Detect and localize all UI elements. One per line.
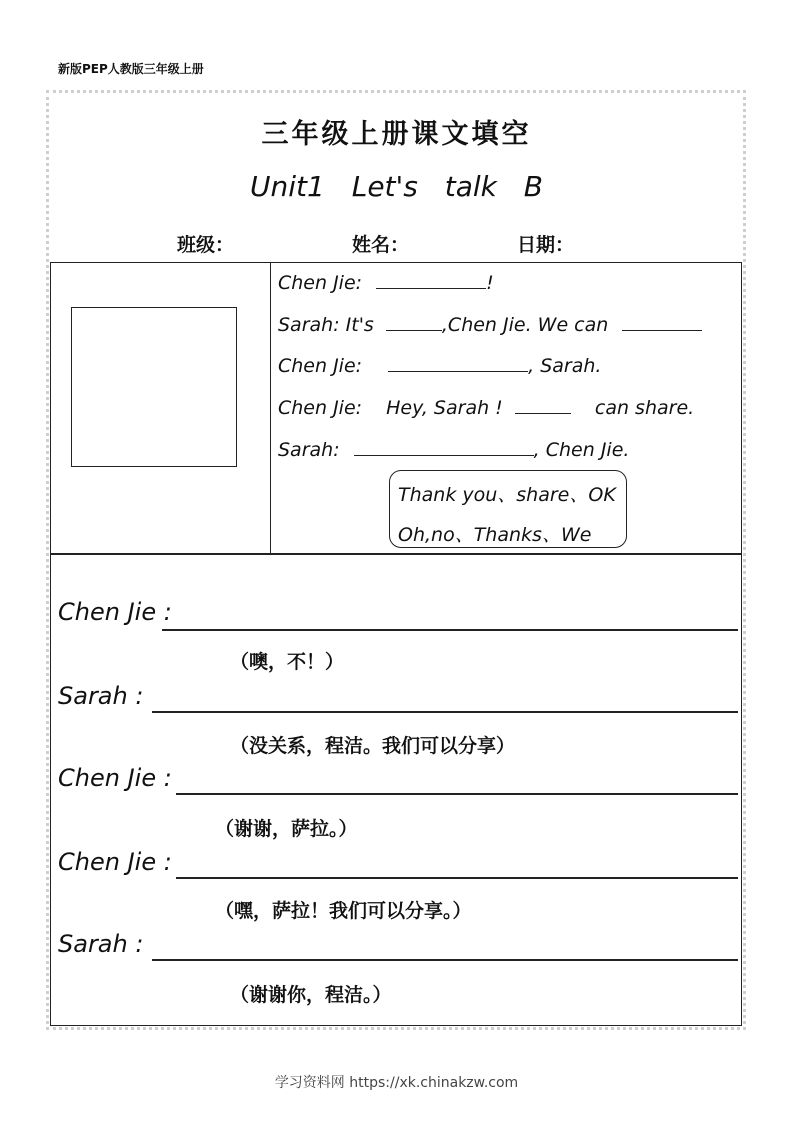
dialogue-speaker-5: Sarah : xyxy=(58,930,144,958)
blank-field[interactable] xyxy=(354,437,534,456)
fill-line-3 xyxy=(278,353,601,377)
name-label: 姓名： xyxy=(352,234,410,256)
fill-line-2 xyxy=(278,312,702,336)
worksheet-title: 三年级上册课文填空 xyxy=(261,119,532,150)
dialogue-hint-1: （噢，不！） xyxy=(230,651,345,673)
blank-field[interactable] xyxy=(376,270,486,289)
word-bank-row-1: Thank you、share、OK xyxy=(398,484,616,506)
line-suffix: , Sarah. xyxy=(528,355,602,377)
unit-title: Unit1 Let's talk B xyxy=(250,170,543,203)
footer-text: 学习资料网 https://xk.chinakzw.com xyxy=(274,1075,519,1091)
blank-field[interactable] xyxy=(388,353,528,372)
dialogue-speaker-1: Chen Jie : xyxy=(58,598,172,626)
blank-field[interactable] xyxy=(386,312,442,331)
writing-line-3[interactable] xyxy=(176,793,738,795)
dialogue-speaker-3: Chen Jie : xyxy=(58,764,172,792)
dialogue-hint-3: （谢谢，萨拉。） xyxy=(215,818,358,840)
line-suffix: , Chen Jie. xyxy=(533,439,630,461)
writing-line-2[interactable] xyxy=(152,711,738,713)
box-divider xyxy=(270,262,271,554)
date-label: 日期： xyxy=(517,234,575,256)
dialogue-hint-5: （谢谢你，程洁。） xyxy=(230,984,392,1006)
speaker: Sarah: xyxy=(278,314,340,336)
picture-frame xyxy=(71,307,237,467)
blank-field[interactable] xyxy=(622,312,702,331)
writing-line-4[interactable] xyxy=(176,877,738,879)
line-suffix: ! xyxy=(486,272,494,294)
header-label: 新版PEP人教版三年级上册 xyxy=(58,62,204,76)
dialogue-hint-4: （嘿，萨拉！我们可以分享。） xyxy=(215,900,472,922)
speaker: Sarah: xyxy=(278,439,340,461)
fill-line-1 xyxy=(278,270,494,294)
speaker: Chen Jie: xyxy=(278,397,363,419)
line-suffix: can share. xyxy=(594,397,695,419)
blank-field[interactable] xyxy=(515,395,571,414)
fill-line-5 xyxy=(278,437,629,461)
speaker: Chen Jie: xyxy=(278,355,363,377)
line-prefix: It's xyxy=(345,314,374,336)
dialogue-hint-2: （没关系，程洁。我们可以分享） xyxy=(230,735,516,757)
class-label: 班级： xyxy=(177,234,235,256)
writing-line-5[interactable] xyxy=(152,959,738,961)
word-bank-row-2: Oh,no、Thanks、We xyxy=(398,524,592,546)
speaker: Chen Jie: xyxy=(278,272,363,294)
writing-line-1[interactable] xyxy=(162,629,738,631)
fill-line-4 xyxy=(278,395,694,419)
dialogue-speaker-4: Chen Jie : xyxy=(58,848,172,876)
line-middle: ,Chen Jie. We can xyxy=(441,314,609,336)
word-bank xyxy=(389,470,627,548)
line-prefix: Hey, Sarah ! xyxy=(386,397,503,419)
dialogue-speaker-2: Sarah : xyxy=(58,682,144,710)
